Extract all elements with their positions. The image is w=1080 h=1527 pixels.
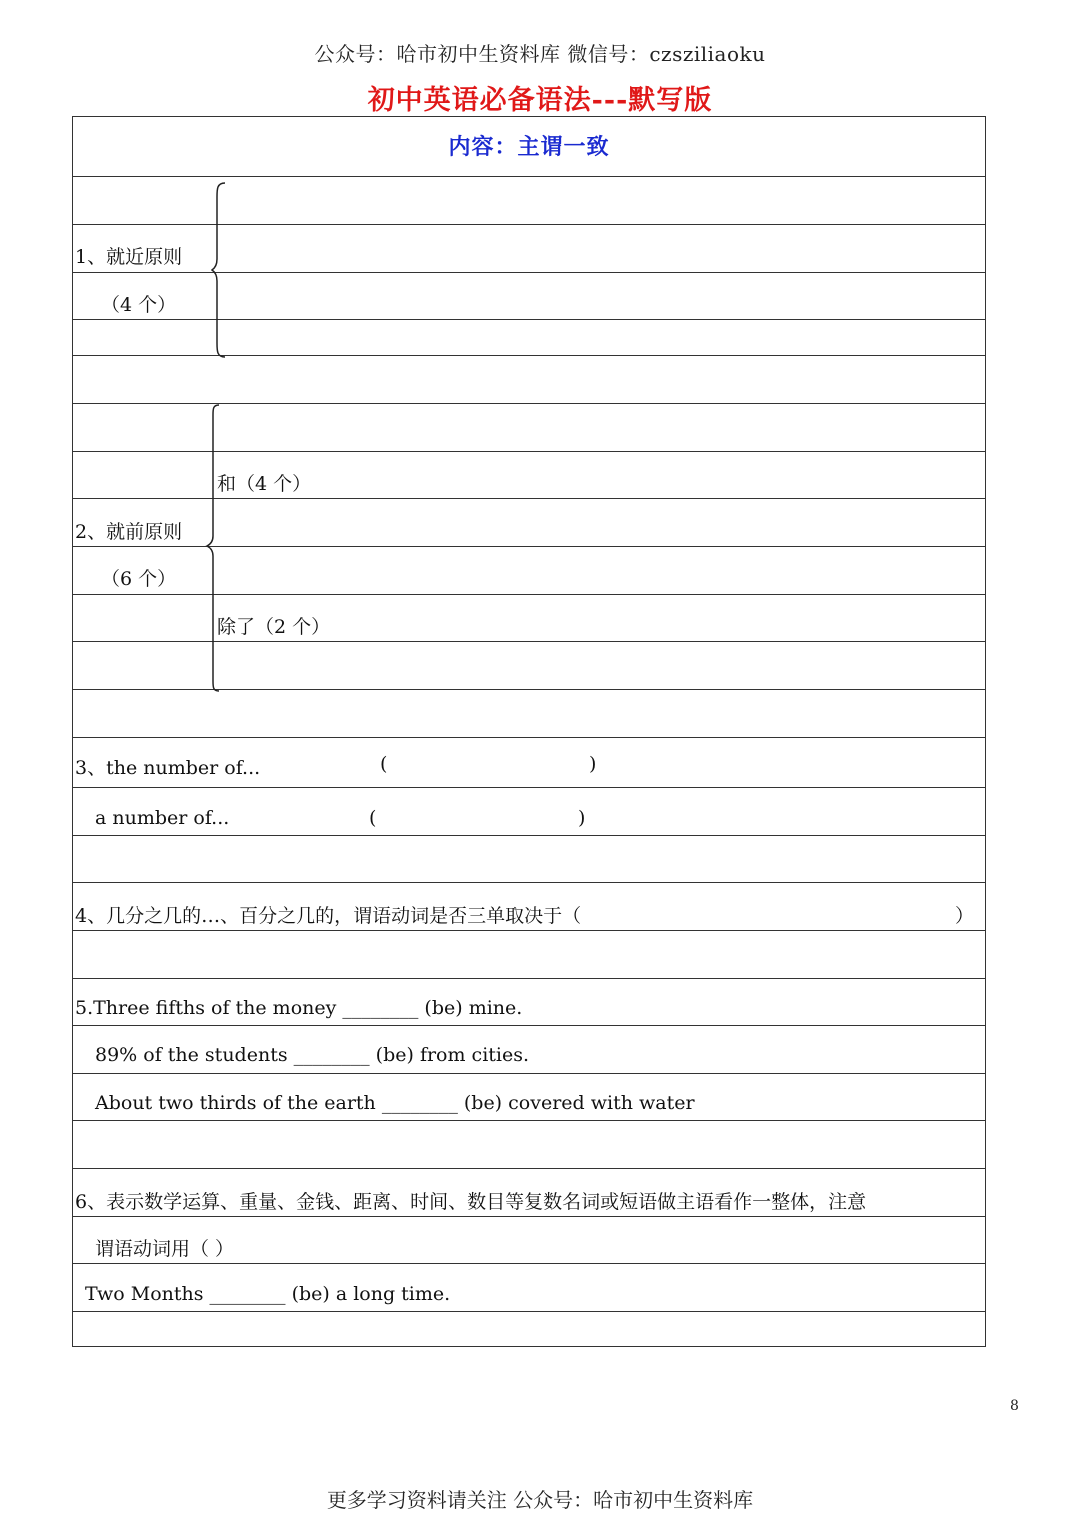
section2-and-rule: 和（4 个）: [217, 473, 312, 495]
row-divider: [73, 1025, 985, 1026]
row-divider: [73, 1263, 985, 1264]
header-banner: 公众号：哈市初中生资料库 微信号：czsziliaoku: [314, 42, 766, 66]
row-divider: [73, 978, 985, 979]
row-divider: [73, 224, 985, 225]
section5-exercise-3: About two thirds of the earth ________ (be) covered with water: [95, 1092, 695, 1114]
row-divider: [73, 882, 985, 883]
section2-except-rule: 除了（2 个）: [217, 616, 331, 638]
section3-answer-close-1: ): [589, 753, 597, 775]
row-divider: [73, 176, 985, 177]
section1-count: （4 个）: [101, 294, 177, 316]
row-divider: [73, 1168, 985, 1169]
row-divider: [73, 1311, 985, 1312]
row-divider: [73, 930, 985, 931]
section3-answer-open-2: (: [369, 807, 377, 829]
row-divider: [73, 1120, 985, 1121]
section5-exercise-2: 89% of the students ________ (be) from cities.: [95, 1044, 530, 1066]
section5-exercise-1: 5.Three fifths of the money ________ (be) mine.: [75, 997, 523, 1019]
row-divider: [73, 319, 985, 320]
row-divider: [73, 355, 985, 356]
row-divider: [73, 835, 985, 836]
row-divider: [73, 1216, 985, 1217]
page-number: 8: [1010, 1398, 1019, 1414]
section3-a-number-of: a number of...: [95, 807, 230, 829]
section3-answer-open-1: (: [380, 753, 388, 775]
row-divider: [73, 787, 985, 788]
footer-banner: 更多学习资料请关注 公众号：哈市初中生资料库: [326, 1488, 754, 1512]
row-divider: [73, 1073, 985, 1074]
row-divider: [73, 272, 985, 273]
section2-label: 2、就前原则: [75, 521, 183, 543]
worksheet-table: [72, 116, 986, 1347]
worksheet-subtitle: 内容：主谓一致: [448, 134, 610, 160]
section3-the-number-of: 3、the number of...: [75, 757, 261, 779]
section4-question: 4、几分之几的…、百分之几的，谓语动词是否三单取决于（: [75, 905, 582, 927]
section2-count: （6 个）: [101, 568, 177, 590]
section2-brace: [205, 403, 223, 693]
section6-verb-blank: 谓语动词用（ ）: [95, 1238, 235, 1260]
section1-label: 1、就近原则: [75, 246, 183, 268]
section4-answer-close: ）: [955, 905, 975, 927]
document-title: 初中英语必备语法---默写版: [367, 85, 713, 116]
section6-rule: 6、表示数学运算、重量、金钱、距离、时间、数目等复数名词或短语做主语看作一整体，注意: [75, 1191, 867, 1213]
section1-brace: [211, 181, 231, 359]
section6-exercise: Two Months ________ (be) a long time.: [85, 1283, 451, 1305]
row-divider: [73, 737, 985, 738]
section3-answer-close-2: ): [578, 807, 586, 829]
